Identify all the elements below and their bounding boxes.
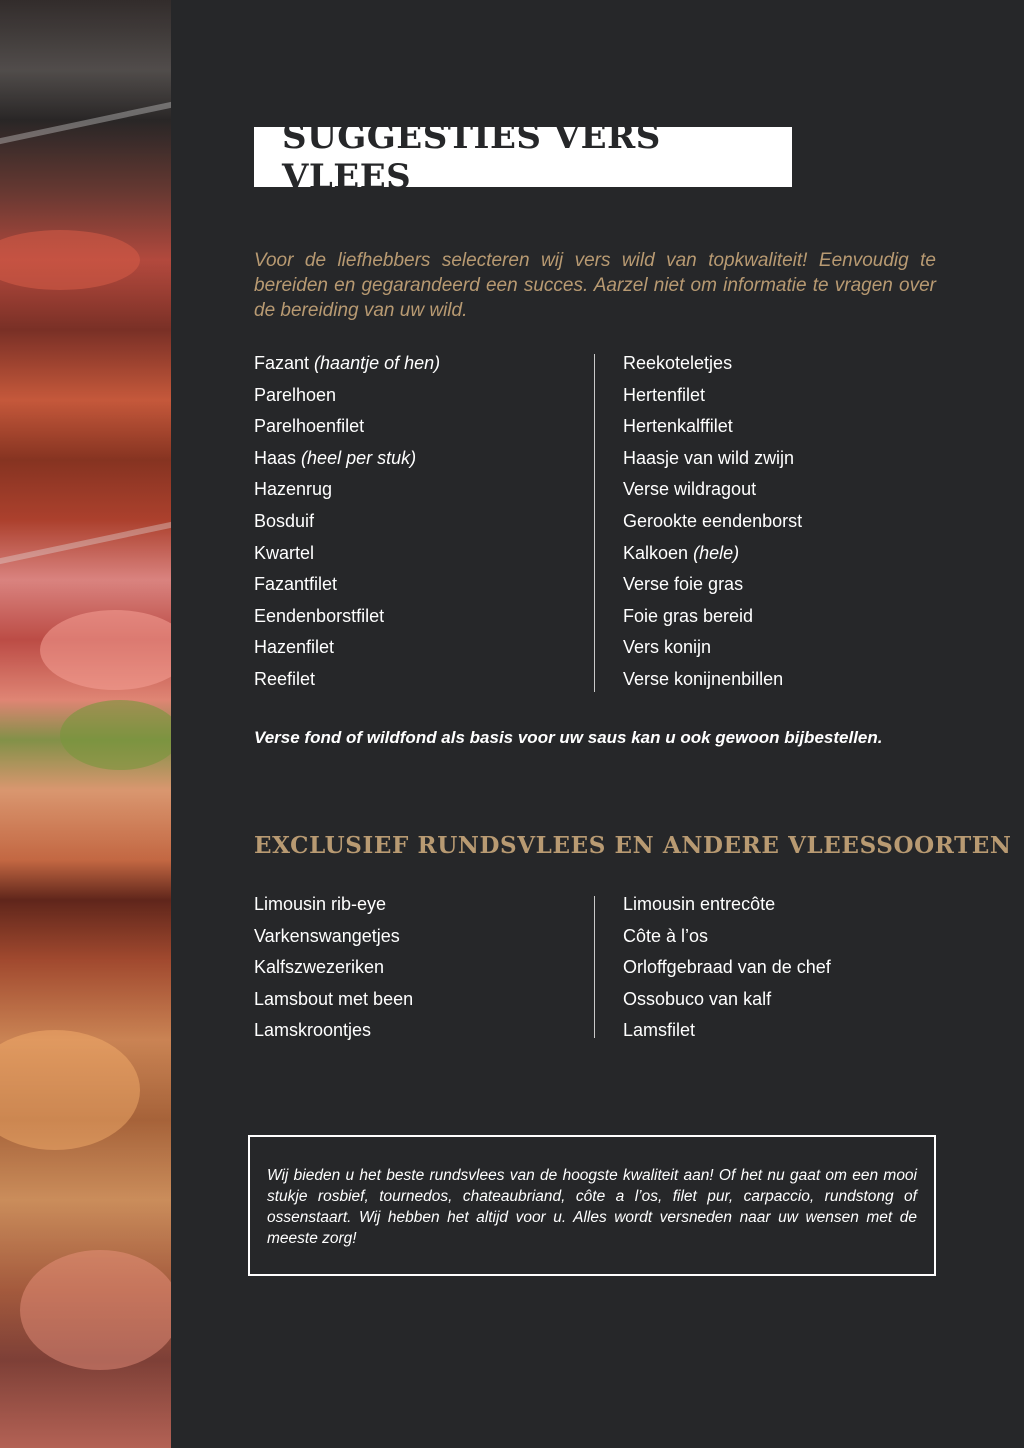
list-item: Gerookte eendenborst — [623, 510, 803, 531]
list-item: Hertenkalffilet — [623, 416, 733, 437]
list-item: Fazantfilet — [254, 574, 338, 595]
list-item: Limousin entrecôte — [623, 894, 776, 914]
list-item: Foie gras bereid — [623, 605, 754, 626]
photo-ham-slices — [40, 610, 171, 690]
column-divider — [594, 896, 595, 1038]
list-item: Kwartel — [254, 542, 315, 563]
game-list-left — [254, 348, 440, 696]
list-item: Eendenborstfilet — [254, 605, 385, 626]
list-item: Kalfszwezeriken — [254, 957, 385, 978]
section-title-beef: EXCLUSIEF RUNDSVLEES EN ANDERE VLEESSOORTEN — [254, 832, 1012, 859]
list-item: Lamskroontjes — [254, 1020, 372, 1041]
list-item: Verse wildragout — [623, 479, 757, 500]
column-divider — [594, 354, 595, 692]
list-item: Hertenfilet — [623, 384, 706, 405]
list-item: Parelhoenfilet — [254, 416, 365, 437]
list-item: Limousin rib-eye — [254, 894, 387, 914]
photo-shelf — [0, 102, 171, 144]
info-box — [248, 1135, 936, 1276]
photo-sausages — [20, 1250, 171, 1370]
list-item: Hazenrug — [254, 479, 333, 500]
list-item: Bosduif — [254, 510, 315, 531]
list-item: Haasje van wild zwijn — [623, 447, 795, 468]
beef-list-left — [254, 889, 413, 1047]
photo-garnish — [60, 700, 171, 770]
list-item: Orloffgebraad van de chef — [623, 957, 831, 978]
beef-list-right — [623, 889, 831, 1047]
list-item: Kalkoen (hele) — [623, 542, 740, 563]
photo-meat-tray — [0, 230, 140, 290]
list-item: Vers konijn — [623, 637, 712, 658]
fond-note: Verse fond of wildfond als basis voor uw saus kan u ook gewoon bijbestellen. — [254, 728, 883, 747]
list-item: Hazenfilet — [254, 637, 335, 658]
photo-shelf — [0, 522, 171, 564]
list-item: Lamsbout met been — [254, 988, 414, 1009]
list-item: Lamsfilet — [623, 1020, 696, 1041]
list-item: Fazant (haantje of hen) — [254, 353, 441, 373]
list-item: Verse foie gras — [623, 574, 744, 595]
list-item: Côte à l’os — [623, 925, 709, 946]
list-item: Reekoteletjes — [623, 353, 733, 373]
photo-chicken — [0, 1030, 140, 1150]
list-item: Ossobuco van kalf — [623, 988, 772, 1009]
list-item: Varkenswangetjes — [254, 925, 400, 946]
page-title-box — [254, 117, 792, 197]
list-item: Haas (heel per stuk) — [254, 447, 417, 468]
game-list-right — [623, 348, 802, 696]
list-item: Reefilet — [254, 668, 316, 689]
page-title: SUGGESTIES VERS VLEES — [282, 117, 661, 197]
intro-paragraph: Voor de liefhebbers selecteren wij vers wild van topkwaliteit! Eenvoudig te bereiden en gegarandeerd een succes. Aarzel niet om informatie te vragen over de bereiding van uw wild. — [254, 250, 936, 321]
butcher-display-photo — [0, 0, 171, 1448]
info-box-text: Wij bieden u het beste rundsvlees van de hoogste kwaliteit aan! Of het nu gaat om een mooi stukje rosbief, tournedos, chateaubriand, côte a l’os, filet pur, carpaccio, rundstong of ossenstaart. Wij hebben het altijd voor u. Alles wordt versneden naar uw wensen met de meeste zorg! — [267, 1167, 917, 1247]
list-item: Parelhoen — [254, 384, 337, 405]
list-item: Verse konijnenbillen — [623, 668, 784, 689]
